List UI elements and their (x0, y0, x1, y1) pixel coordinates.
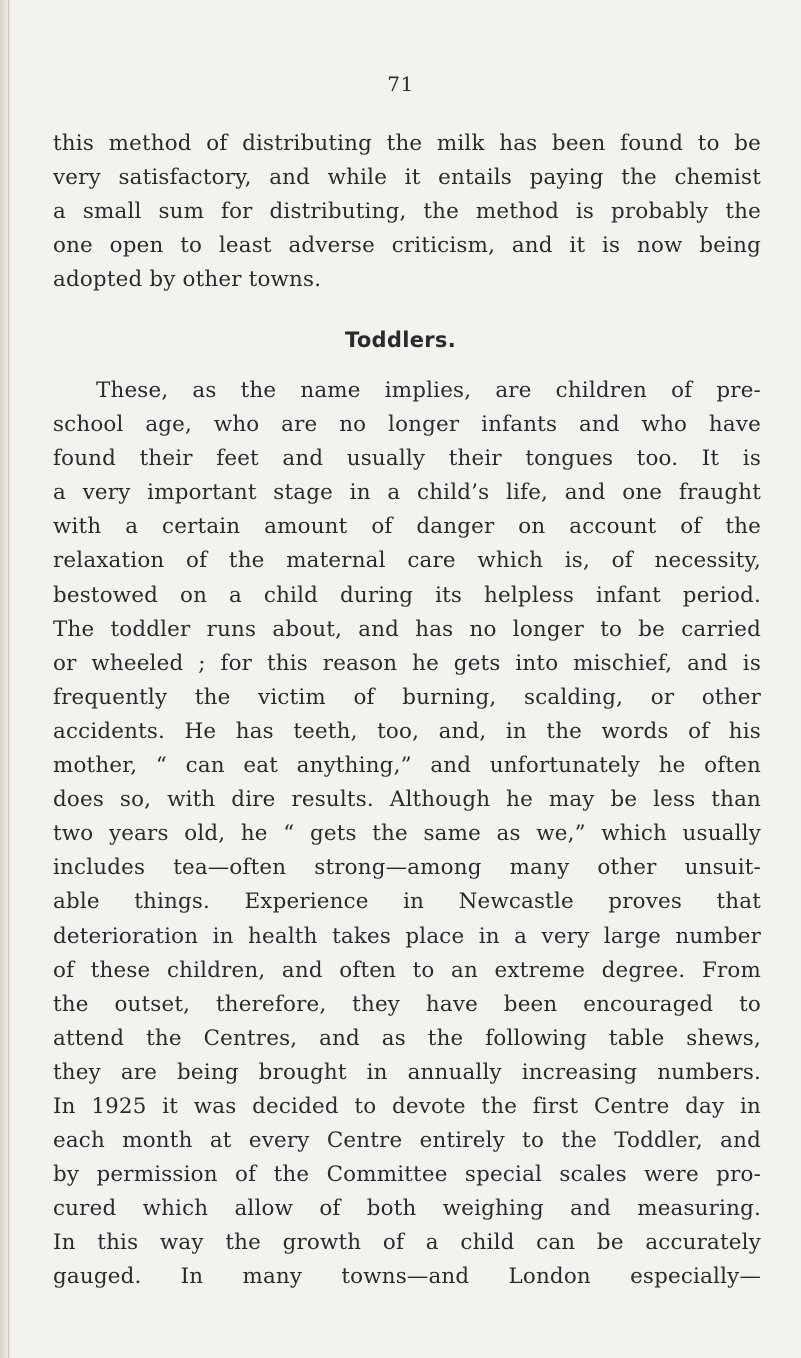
body-line: of these children, and often to an extreme degree. From (53, 957, 761, 983)
page-edge-line (8, 0, 9, 1358)
page-number: 71 (387, 72, 414, 96)
body-line: does so, with dire results. Although he may be less than (53, 787, 761, 813)
body-line: The toddler runs about, and has no longer to be carried (53, 616, 761, 642)
body-line: the outset, therefore, they have been encouraged to (53, 991, 761, 1017)
body-line: each month at every Centre entirely to the Toddler, and (53, 1128, 761, 1154)
intro-line: this method of distributing the milk has been found to be (53, 131, 761, 156)
body-line: school age, who are no longer infants and who have (53, 412, 761, 438)
body-line: by permission of the Committee special scales were pro- (53, 1162, 761, 1188)
body-line: includes tea—often strong—among many other unsuit- (53, 855, 761, 881)
body-line: with a certain amount of danger on account of the (53, 514, 761, 540)
body-line: two years old, he “ gets the same as we,” which usually (53, 821, 761, 847)
body-line: able things. Experience in Newcastle proves that (53, 889, 761, 915)
body-line: attend the Centres, and as the following table shews, (53, 1025, 761, 1051)
page-edge-shadow (0, 0, 12, 1358)
body-line: In this way the growth of a child can be accurately (53, 1230, 761, 1256)
body-line: or wheeled ; for this reason he gets into mischief, and is (53, 650, 761, 676)
body-line: relaxation of the maternal care which is, of necessity, (53, 548, 761, 574)
body-paragraph (53, 374, 761, 1295)
intro-paragraph (53, 127, 761, 297)
body-line: gauged. In many towns—and London especially— (53, 1264, 761, 1290)
body-line: These, as the name implies, are children of pre- (96, 378, 761, 403)
body-line: accidents. He has teeth, too, and, in the words of his (53, 718, 761, 744)
intro-line: very satisfactory, and while it entails paying the chemist (53, 165, 761, 191)
body-line: a very important stage in a child’s life, and one fraught (53, 480, 761, 506)
body-line: found their feet and usually their tongues too. It is (53, 446, 761, 472)
body-line: bestowed on a child during its helpless infant period. (53, 582, 761, 608)
section-heading: Toddlers. (344, 328, 456, 352)
intro-line: adopted by other towns. (53, 267, 322, 293)
body-line: frequently the victim of burning, scalding, or other (53, 684, 761, 710)
body-line: deterioration in health takes place in a very large number (53, 923, 761, 949)
body-line: mother, “ can eat anything,” and unfortunately he often (53, 753, 761, 779)
body-line: they are being brought in annually increasing numbers. (53, 1059, 761, 1085)
body-line: In 1925 it was decided to devote the first Centre day in (53, 1093, 761, 1119)
intro-line: one open to least adverse criticism, and it is now being (53, 233, 761, 259)
body-line: cured which allow of both weighing and measuring. (53, 1196, 761, 1222)
intro-line: a small sum for distributing, the method is probably the (53, 199, 761, 225)
